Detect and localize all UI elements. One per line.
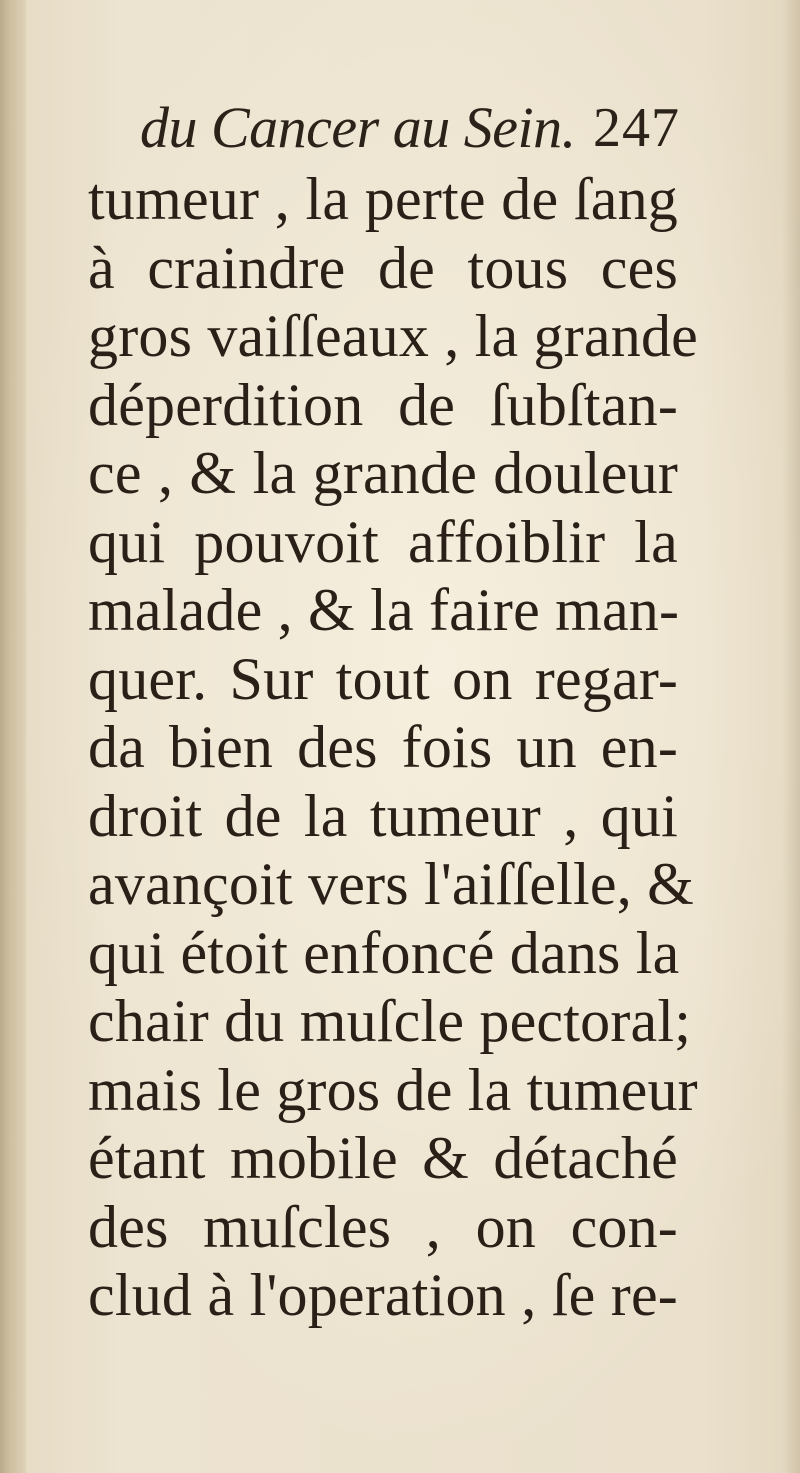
text-line: étant mobile & détaché	[88, 1125, 678, 1191]
text-line: à craindre de tous ces	[88, 234, 678, 301]
text-line: des muſcles , on con-	[88, 1193, 678, 1260]
body-text	[88, 165, 698, 1330]
text-line: droit de la tumeur , qui	[88, 782, 678, 849]
page-edge-shadow	[782, 0, 800, 1473]
text-line: qui pouvoit affoiblir la	[88, 508, 678, 575]
text-line: clud à l'operation , ſe re-	[88, 1262, 678, 1328]
text-line: da bien des fois un en-	[88, 714, 678, 780]
text-line: malade , & la faire man-	[88, 577, 680, 643]
text-line: mais le gros de la tumeur	[88, 1056, 698, 1123]
text-line: déperdition de ſubſtan-	[88, 371, 678, 438]
text-line: gros vaiſſeaux , la grande	[88, 303, 698, 369]
running-title: du Cancer au Sein.	[140, 95, 576, 160]
running-head	[140, 88, 680, 168]
text-line: tumeur , la perte de ſang	[88, 166, 678, 232]
text-line: chair du muſcle pectoral;	[88, 988, 692, 1054]
text-line: quer. Sur tout on regar-	[88, 645, 678, 712]
page-number: 247	[593, 97, 680, 159]
text-line: avançoit vers l'aiſſelle, &	[88, 851, 694, 917]
text-line: qui étoit enfoncé dans la	[88, 919, 680, 986]
page-gutter	[0, 0, 26, 1473]
text-line: ce , & la grande douleur	[88, 440, 678, 506]
